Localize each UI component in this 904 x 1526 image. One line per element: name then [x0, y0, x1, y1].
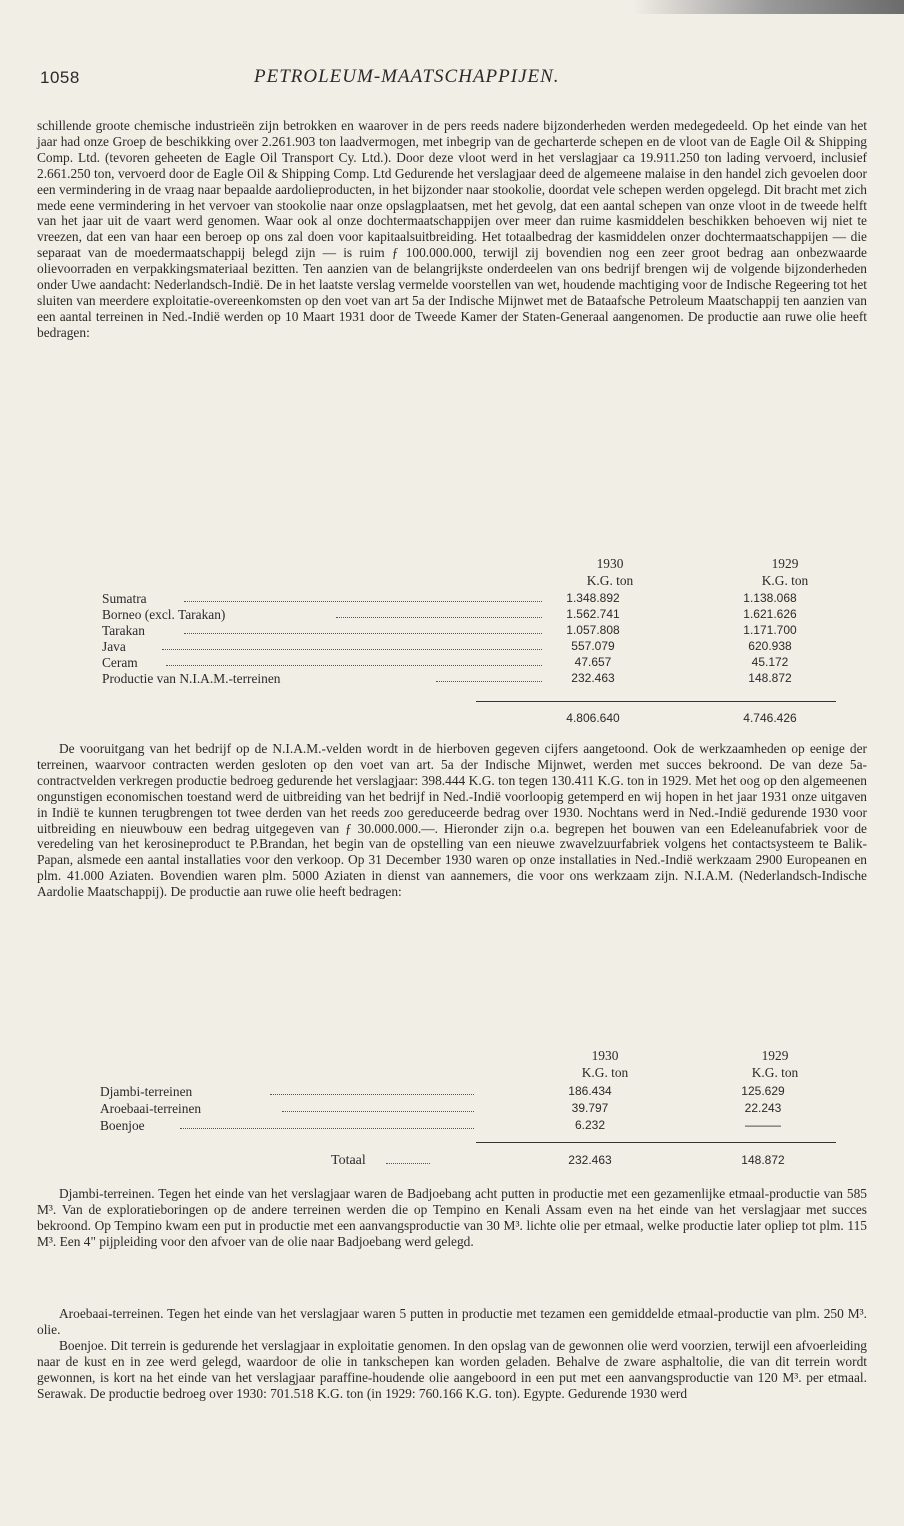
value-1930: 1.562.741 — [566, 607, 620, 621]
page-number: 1058 — [40, 68, 80, 87]
leader-dots — [184, 591, 542, 602]
leader-dots — [386, 1153, 430, 1164]
row-label: Ceram — [102, 655, 138, 670]
table2-unit-1929: K.G. ton — [751, 1065, 799, 1080]
leader-dots — [282, 1101, 474, 1112]
total-1929: 4.746.426 — [743, 711, 797, 725]
table-total-row — [0, 1153, 904, 1168]
table1-year-1930: 1930 — [596, 556, 624, 571]
row-label: Boenjoe — [100, 1118, 145, 1133]
value-1929: 1.138.068 — [743, 591, 797, 605]
row-label: Java — [102, 639, 126, 654]
total-1930: 232.463 — [568, 1153, 612, 1167]
total-label: Totaal — [331, 1153, 366, 1168]
row-label: Tarakan — [102, 623, 145, 638]
table1-year-1929: 1929 — [771, 556, 799, 571]
leader-dots — [270, 1084, 474, 1095]
leader-dots — [166, 655, 542, 666]
table-row — [0, 1101, 904, 1116]
value-1930: 186.434 — [568, 1084, 612, 1098]
value-1929: ——— — [745, 1118, 781, 1132]
leader-dots — [184, 623, 542, 634]
row-label: Aroebaai-terreinen — [100, 1101, 202, 1116]
value-1930: 39.797 — [571, 1101, 609, 1115]
total-1929: 148.872 — [741, 1153, 785, 1167]
total-rule — [476, 701, 836, 702]
value-1930: 1.057.808 — [566, 623, 620, 637]
leader-dots — [180, 1118, 474, 1129]
value-1929: 1.171.700 — [743, 623, 797, 637]
table2-year-1930: 1930 — [591, 1048, 619, 1063]
table-row — [0, 623, 904, 638]
table1-unit-1930: K.G. ton — [586, 573, 634, 588]
scan-edge — [0, 0, 904, 14]
value-1929: 125.629 — [741, 1084, 785, 1098]
leader-dots — [436, 671, 542, 682]
value-1930: 47.657 — [574, 655, 612, 669]
value-1929: 1.621.626 — [743, 607, 797, 621]
table2-year-1929: 1929 — [761, 1048, 789, 1063]
table-row — [0, 607, 904, 622]
value-1930: 557.079 — [571, 639, 615, 653]
value-1930: 1.348.892 — [566, 591, 620, 605]
value-1929: 45.172 — [751, 655, 789, 669]
running-title: PETROLEUM-MAATSCHAPPIJEN. — [254, 66, 560, 87]
table1-unit-1929: K.G. ton — [761, 573, 809, 588]
paragraph-djambi: Djambi-terreinen. Tegen het einde van het verslagjaar waren de Badjoebang acht putten in productie met een gezamenlijke etmaal-productie van 585 M³. Van de exploratieboringen op de andere terreinen werden die op Tempino en Kenali Assam even na het einde van het verslagjaar met succes bekroond. Op Tempino kwam een put in productie met een aanvangsproductie van 30 M³. lichte olie per etmaal, welke productie later opliep tot plm. 115 M³. Een 4" pijpleiding voor den afvoer van de olie naar Badjoebang werd gelegd. — [37, 1186, 867, 1249]
value-1929: 620.938 — [748, 639, 792, 653]
table2-unit-1930: K.G. ton — [581, 1065, 629, 1080]
table-row — [0, 655, 904, 670]
table-row — [0, 591, 904, 606]
paragraph-niam-progress: De vooruitgang van het bedrijf op de N.I.A.M.-velden wordt in de hierboven gegeven cijfers aangetoond. Ook de werkzaamheden op eenige der terreinen, waarvoor contracten werden gesloten op den voet van art. 5a der Indische Mijnwet, werden met succes bekroond. De van deze 5a-contractvelden verkregen productie bedroeg gedurende het verslagjaar: 398.444 K.G. ton tegen 130.411 K.G. ton in 1929. Met het oog op den algemeenen ongunstigen economischen toestand werd de uitbreiding van het bedrijf in Ned.-Indië voorloopig getemperd en wij hopen in het jaar 1931 onze uitgaven in Indië te kunnen terugbrengen tot twee derden van het reeds zoo gereduceerde bedrag over 1930. Nochtans werd in Ned.-Indië gedurende 1930 voor uitbreiding en nieuwbouw een bedrag uitgegeven van ƒ 30.000.000.—. Hieronder zijn o.a. begrepen het bouwen van een Edeleanufabriek voor de veredeling van het kerosineproduct te P.Brandan, het begin van de opstelling van een nieuwe zwavelzuurfabriek volgens het contactsysteem te Balik-Papan, alsmede een aantal installaties voor den verkoop. Op 31 December 1930 waren op onze installaties in Ned.-Indië werkzaam 2900 Europeanen en plm. 41.000 Aziaten. Bovendien waren plm. 5000 Aziaten in dienst van aannemers, die voor ons werkzaam zijn. N.I.A.M. (Nederlandsch-Indische Aardolie Maatschappij). De productie aan ruwe olie heeft bedragen: — [37, 741, 867, 900]
table-row — [0, 1084, 904, 1099]
value-1930: 232.463 — [571, 671, 615, 685]
value-1929: 148.872 — [748, 671, 792, 685]
paragraph-boenjoe-serawak: Boenjoe. Dit terrein is gedurende het verslagjaar in exploitatie genomen. In den opslag van de gewonnen olie werd voorzien, terwijl een afvoerleiding naar de kust en in zee werd gelegd, waardoor de olie in tankschepen kan worden geladen. Behalve de zware asphaltolie, die van dit terrein wordt gewonnen, is kort na het einde van het verslagjaar paraffine-houdende olie aangeboord in een put met een aanvangsproductie van 120 M³. per etmaal. Serawak. De productie bedroeg over 1930: 701.518 K.G. ton (in 1929: 760.166 K.G. ton). Egypte. Gedurende 1930 werd — [37, 1338, 867, 1401]
leader-dots — [336, 607, 542, 618]
value-1929: 22.243 — [744, 1101, 782, 1115]
table-row — [0, 671, 904, 686]
value-1930: 6.232 — [574, 1118, 606, 1132]
row-label: Djambi-terreinen — [100, 1084, 193, 1099]
row-label: Borneo (excl. Tarakan) — [102, 607, 226, 622]
leader-dots — [162, 639, 542, 650]
table-row — [0, 639, 904, 654]
total-rule — [476, 1142, 836, 1143]
total-1930: 4.806.640 — [566, 711, 620, 725]
table-total-row — [0, 711, 904, 726]
row-label: Sumatra — [102, 591, 147, 606]
paragraph-aroebaai: Aroebaai-terreinen. Tegen het einde van het verslagjaar waren 5 putten in productie met tezamen een gemiddelde etmaal-productie van plm. 250 M³. olie. — [37, 1306, 867, 1337]
table-row — [0, 1118, 904, 1133]
paragraph-fleet-and-indies: schillende groote chemische industrieën zijn betrokken en waarover in de pers reeds nadere bijzonderheden werden medegedeeld. Op het einde van het jaar had onze Groep de beschikking over 2.261.903 ton laadvermogen, met inbegrip van de gecharterde schepen en de vloot van de Eagle Oil & Shipping Comp. Ltd. (tevoren geheeten de Eagle Oil Transport Cy. Ltd.). Door deze vloot werd in het verslagjaar ca 19.911.250 ton lading vervoerd, inclusief 2.661.250 ton, vervoerd door de Eagle Oil & Shipping Comp. Ltd Gedurende het verslagjaar deed de algemeene malaise in den handel zich gevoelen door een vermindering in de vraag naar bepaalde aardolieproducten, in het bijzonder naar stookolie, doordat vele schepen werden opgelegd. Dit bracht met zich mede eene vermindering in het vervoer van stookolie naar onze opslagplaatsen, met het gevolg, dat een aantal schepen van onze vloot in de tweede helft van het jaar uit de vaart werd genomen. Waar ook al onze dochtermaatschappijen over meer dan ruime kasmiddelen beschikken behoeven wij niet te vreezen, dat een van haar een beroep op ons zal doen voor kapitaalsuitbreiding. Het totaalbedrag der kasmiddelen onzer dochtermaatschappijen — die separaat van de moedermaatschappij belegd zijn — is ruim ƒ 100.000.000, terwijl zij bovendien nog een zeer groot bedrag aan onbezwaarde olievoorraden en verpakkingsmateriaal bezitten. Ten aanzien van de belangrijkste onderdeelen van ons bedrijf brengen wij de volgende bijzonderheden onder Uwe aandacht: Nederlandsch-Indië. De in het laatste verslag vermelde voorstellen van wet, houdende machtiging voor de Indische Regeering tot het sluiten van meerdere exploitatie-overeenkomsten op den voet van art 5a der Indische Mijnwet met de Bataafsche Petroleum Maatschappij ten aanzien van een aantal terreinen in Ned.-Indië werden op 10 Maart 1931 door de Tweede Kamer der Staten-Generaal aangenomen. De productie aan ruwe olie heeft bedragen: — [37, 118, 867, 340]
row-label: Productie van N.I.A.M.-terreinen — [102, 671, 281, 686]
